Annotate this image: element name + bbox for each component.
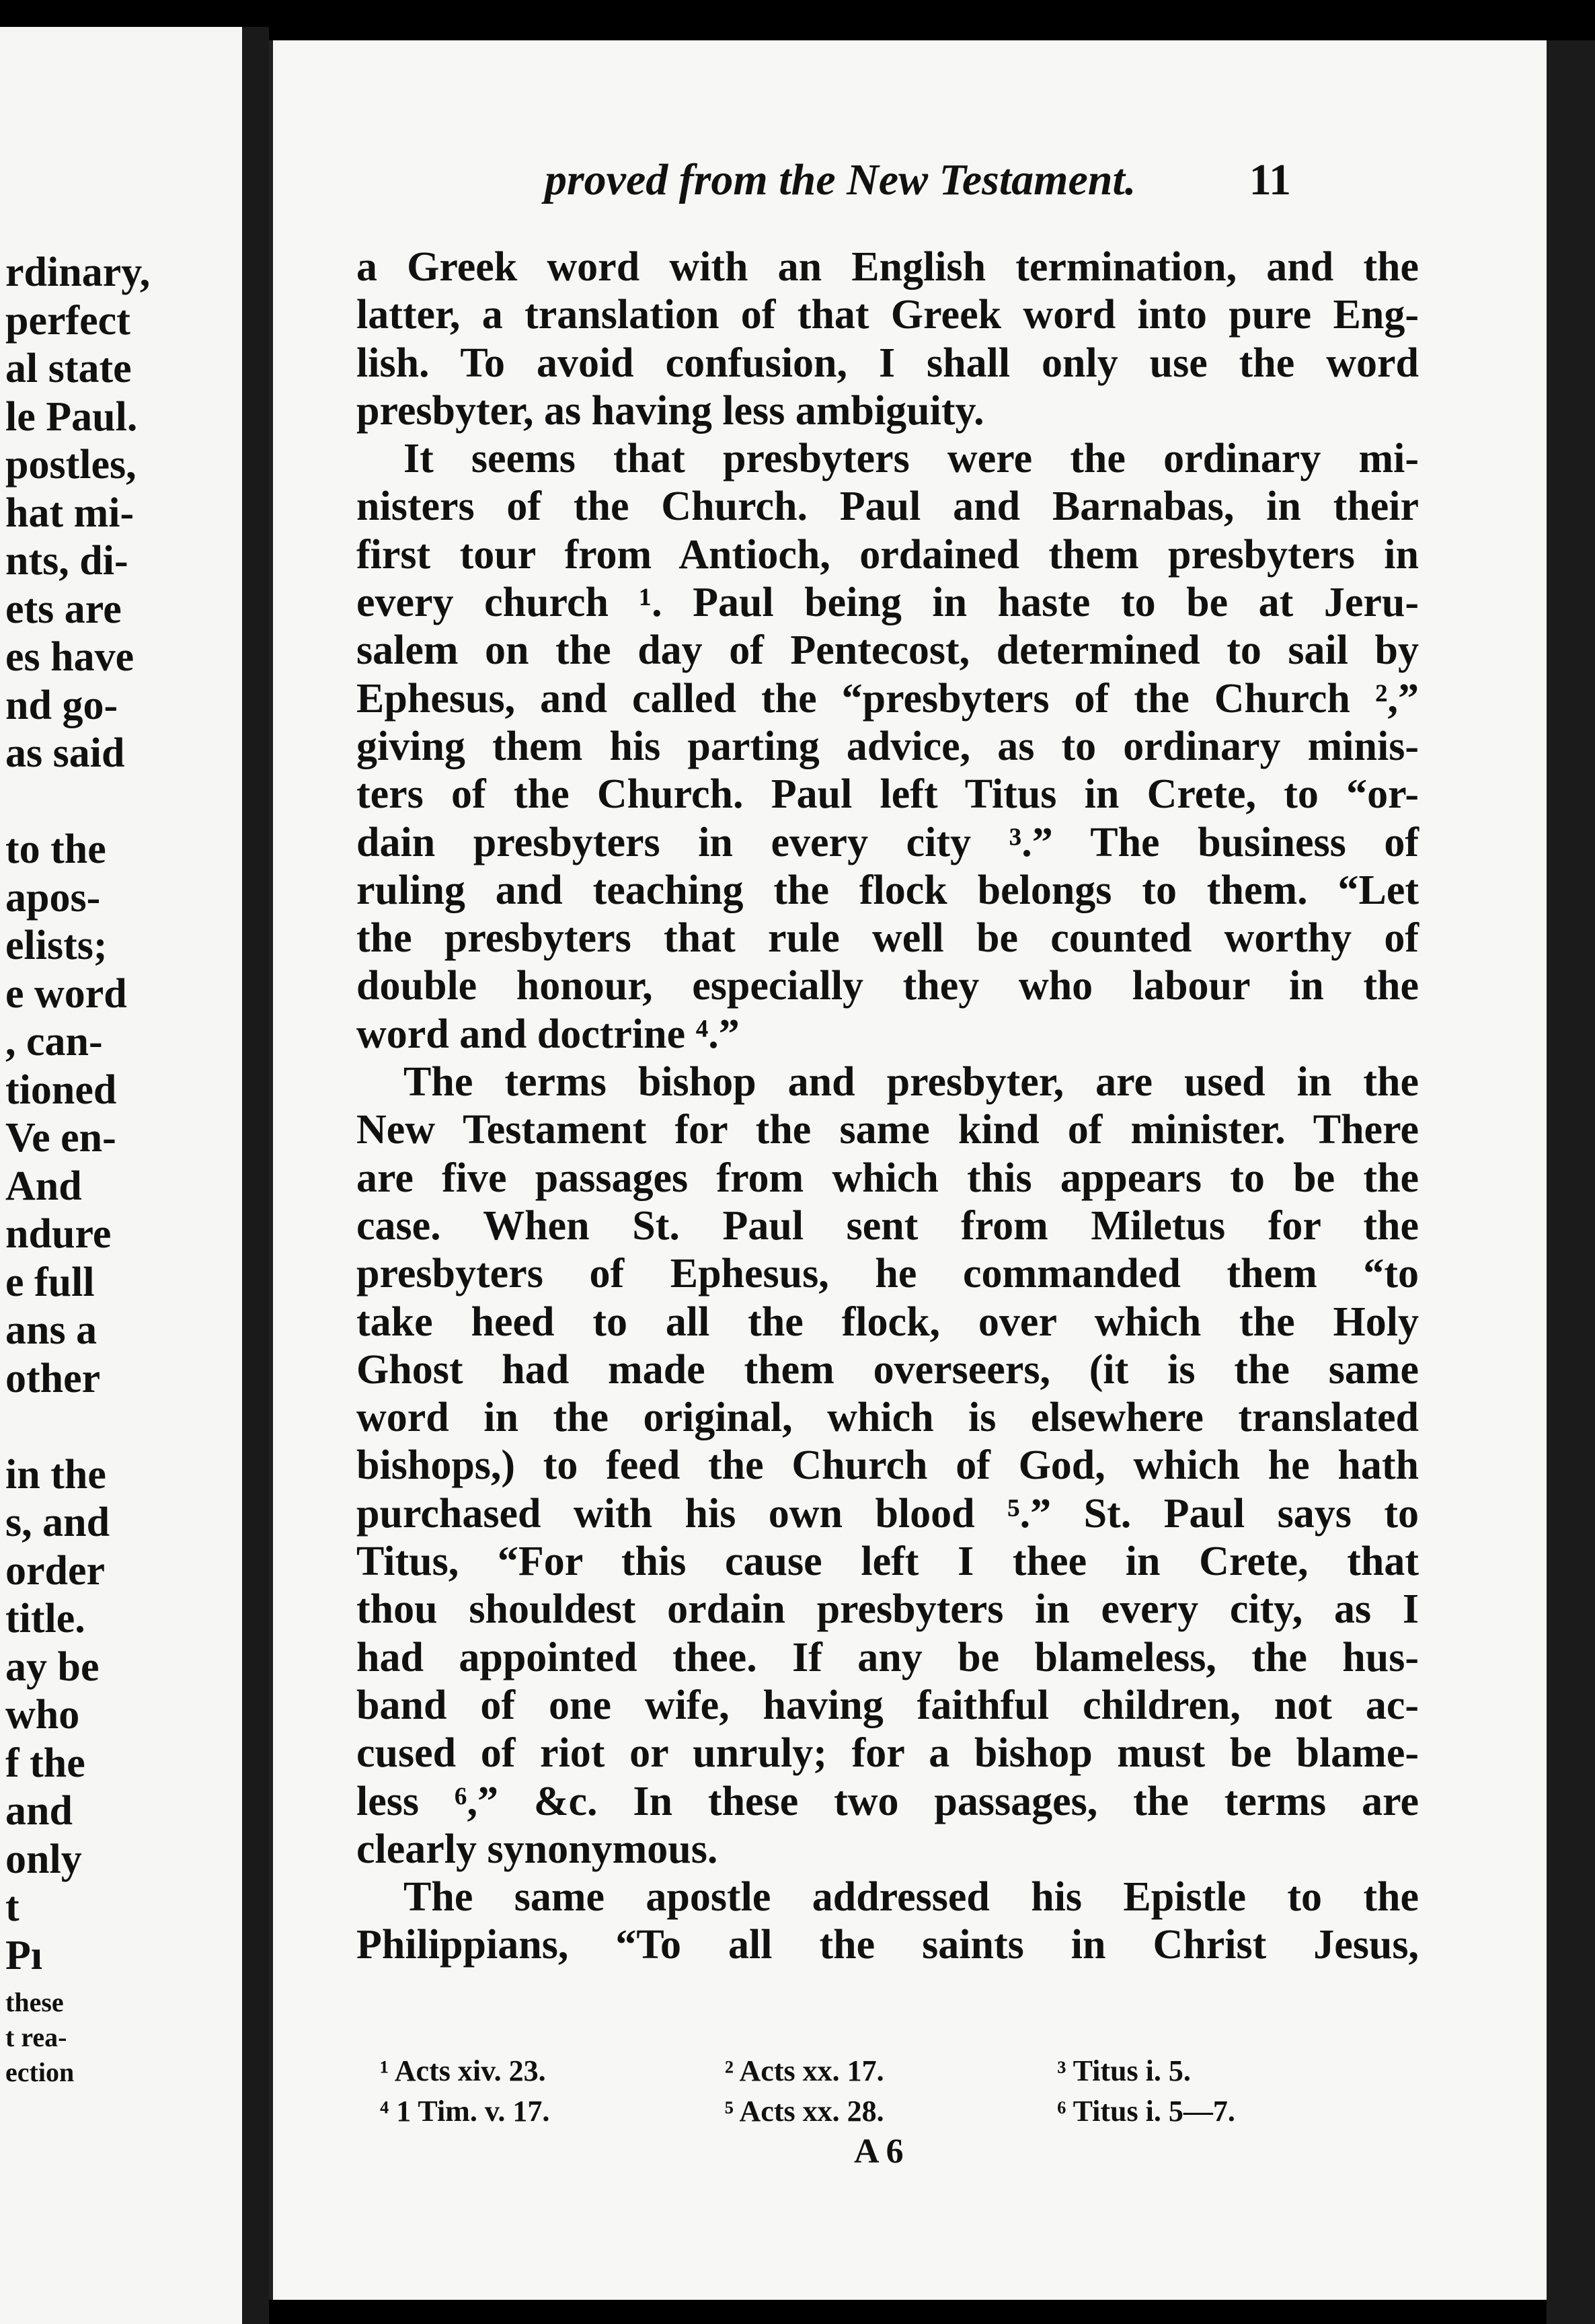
text-line: word in the original, which is elsewhere translated <box>356 1395 1419 1441</box>
left-page-line-small: t rea- <box>5 2022 67 2052</box>
text-line: had appointed thee. If any be blameless, the hus- <box>356 1634 1419 1680</box>
left-page-line-small: ection <box>5 2057 75 2087</box>
footnote: ⁶ Titus i. 5—7. <box>1057 2095 1235 2128</box>
page-header <box>269 155 1291 208</box>
text-line: New Testament for the same kind of minister. There <box>356 1107 1419 1153</box>
left-page-fragment <box>0 27 242 2324</box>
text-line: word and doctrine ⁴.” <box>356 1011 740 1057</box>
text-line: Philippians, “To all the saints in Christ Jesus, <box>356 1922 1419 1968</box>
left-page-line: elists; <box>5 923 108 968</box>
text-line: cused of riot or unruly; for a bishop must be blame- <box>356 1730 1419 1777</box>
left-page-line: who <box>5 1692 80 1738</box>
left-page-line: only <box>5 1836 82 1882</box>
text-line: lish. To avoid confusion, I shall only use the word <box>356 340 1419 386</box>
left-page-line: to the <box>5 826 106 872</box>
text-line: are five passages from which this appears to be the <box>356 1155 1419 1201</box>
text-line: double honour, especially they who labour in the <box>356 963 1419 1009</box>
footnote: ³ Titus i. 5. <box>1057 2054 1191 2087</box>
text-line: latter, a translation of that Greek word into pure Eng- <box>356 292 1419 338</box>
page-edge <box>1547 40 1595 2324</box>
left-page-line: And <box>5 1163 82 1209</box>
left-page-line: nts, di- <box>5 538 128 584</box>
left-page-line: al state <box>5 346 132 391</box>
left-page-line: other <box>5 1355 101 1401</box>
left-page-line: Ve en- <box>5 1115 116 1161</box>
text-line: clearly synonymous. <box>356 1826 718 1872</box>
text-line: first tour from Antioch, ordained them presbyters in <box>356 531 1419 578</box>
left-page-line: s, and <box>5 1500 110 1545</box>
left-page-line: perfect <box>5 297 130 344</box>
text-line: ters of the Church. Paul left Titus in Crete, to “or- <box>356 771 1419 818</box>
footnote: ² Acts xx. 17. <box>724 2054 884 2087</box>
left-page-line: Pı <box>5 1932 43 1978</box>
text-line: purchased with his own blood ⁵.” St. Paul says to <box>356 1490 1419 1537</box>
left-page-line: f the <box>5 1740 85 1786</box>
running-title: proved from the New Testament. <box>545 155 1136 204</box>
left-page-line-small: these <box>5 1987 64 2017</box>
footnote-row <box>380 2051 1402 2091</box>
text-line: presbyter, as having less ambiguity. <box>356 387 984 434</box>
signature-mark: A 6 <box>854 2132 904 2171</box>
text-line: dain presbyters in every city ³.” The business of <box>356 819 1419 865</box>
text-line: The terms bishop and presbyter, are used in the <box>403 1059 1419 1106</box>
text-line: giving them his parting advice, as to ordinary minis- <box>356 723 1419 769</box>
footnotes <box>380 2051 1402 2132</box>
body-text <box>356 243 1419 1970</box>
left-page-line: tioned <box>5 1067 117 1113</box>
left-page-line: e full <box>5 1259 95 1305</box>
left-page-line: e word <box>5 970 127 1017</box>
left-page-line: ets are <box>5 586 122 632</box>
left-page-line: hat mi- <box>5 490 134 536</box>
left-page-line: rdinary, <box>5 249 151 295</box>
text-line: band of one wife, having faithful children, not ac- <box>356 1682 1419 1728</box>
left-page-line: postles, <box>5 442 137 488</box>
left-page-line: t <box>5 1884 20 1930</box>
text-line: nisters of the Church. Paul and Barnabas, in their <box>356 483 1419 530</box>
footnote: ¹ Acts xiv. 23. <box>380 2054 546 2087</box>
left-page-line: in the <box>5 1451 106 1498</box>
text-line: case. When St. Paul sent from Miletus for the <box>356 1202 1419 1249</box>
text-line: It seems that presbyters were the ordinary mi- <box>403 436 1419 482</box>
left-page-line: ndure <box>5 1211 112 1257</box>
text-line: Titus, “For this cause left I thee in Crete, that <box>356 1539 1419 1585</box>
left-page-line: nd go- <box>5 682 118 728</box>
footnote-row <box>380 2091 1402 2132</box>
left-page-line: and <box>5 1788 73 1834</box>
left-page-line: es have <box>5 634 134 680</box>
text-line: ruling and teaching the flock belongs to them. “Let <box>356 867 1419 913</box>
left-page-line: apos- <box>5 874 101 921</box>
left-page-line: le Paul. <box>5 393 138 440</box>
text-line: a Greek word with an English termination, and the <box>356 244 1419 290</box>
book-gutter <box>242 27 269 2324</box>
text-line: The same apostle addressed his Epistle to the <box>403 1874 1419 1921</box>
text-line: thou shouldest ordain presbyters in every city, as I <box>356 1586 1419 1633</box>
footnote: ⁴ 1 Tim. v. 17. <box>380 2095 550 2128</box>
text-line: every church ¹. Paul being in haste to be at Jeru- <box>356 580 1419 626</box>
left-page-line: as said <box>5 730 125 776</box>
left-page-line: , can- <box>5 1019 103 1064</box>
text-line: salem on the day of Pentecost, determined to sail by <box>356 627 1419 674</box>
left-page-line: title. <box>5 1596 85 1641</box>
text-line: bishops,) to feed the Church of God, which he hath <box>356 1442 1419 1489</box>
page-number: 11 <box>1249 155 1291 204</box>
text-line: the presbyters that rule well be counted worthy of <box>356 915 1419 962</box>
text-line: Ephesus, and called the “presbyters of the Church ²,” <box>356 675 1419 722</box>
text-line: take heed to all the flock, over which the Holy <box>356 1299 1419 1345</box>
left-page-line: order <box>5 1547 106 1594</box>
footnote: ⁵ Acts xx. 28. <box>724 2095 884 2128</box>
text-line: presbyters of Ephesus, he commanded them “to <box>356 1251 1419 1297</box>
left-page-line: ans a <box>5 1307 98 1353</box>
left-page-line: ay be <box>5 1643 100 1690</box>
text-line: less ⁶,” &c. In these two passages, the terms are <box>356 1778 1419 1824</box>
text-line: Ghost had made them overseers, (it is the same <box>356 1346 1419 1393</box>
